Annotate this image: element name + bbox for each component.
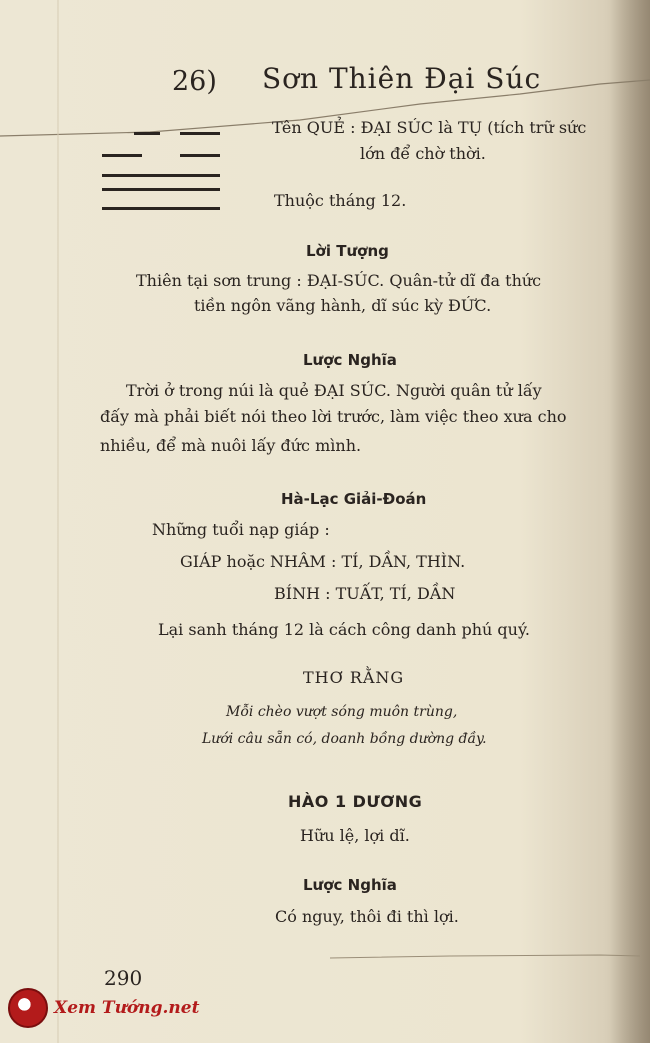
hao-1-luoc-nghia-heading: Lược Nghĩa (303, 876, 397, 894)
luoc-nghia-heading: Lược Nghĩa (303, 351, 397, 369)
yin-yang-icon (8, 988, 48, 1028)
hexagram-line-1b (180, 132, 220, 135)
hexagram-line-2a (102, 154, 142, 157)
hexagram-line-4 (102, 188, 220, 191)
loi-tuong-line-2: tiền ngôn vãng hành, dĩ súc kỳ ĐỨC. (194, 296, 492, 315)
ha-lac-line-3: BÍNH : TUẤT, TÍ, DẦN (274, 584, 456, 603)
tho-line-2: Lưới câu sẵn có, doanh bồng dường đầy. (202, 731, 487, 747)
hexagram-line-3 (102, 174, 220, 177)
hexagram-line-2b (180, 154, 220, 157)
hao-1-luoc-nghia-line-1: Có nguy, thôi đi thì lợi. (275, 907, 459, 926)
hexagram-line-5 (102, 207, 220, 210)
que-month: Thuộc tháng 12. (274, 191, 407, 210)
ha-lac-line-1: Những tuổi nạp giáp : (152, 520, 330, 539)
que-name-line-2: lớn để chờ thời. (360, 144, 486, 163)
site-watermark (8, 988, 199, 1028)
ha-lac-line-2: GIÁP hoặc NHÂM : TÍ, DẦN, THÌN. (180, 552, 466, 571)
luoc-nghia-line-2: đấy mà phải biết nói theo lời trước, làm việc theo xưa cho (100, 407, 567, 426)
ha-lac-line-4: Lại sanh tháng 12 là cách công danh phú quý. (158, 620, 530, 639)
hao-1-line-1: Hữu lệ, lợi dĩ. (300, 826, 410, 845)
hexagram-line-1a (134, 132, 160, 135)
ha-lac-heading: Hà-Lạc Giải-Đoán (281, 490, 427, 508)
loi-tuong-heading: Lời Tượng (306, 242, 389, 260)
hao-1-heading: HÀO 1 DƯƠNG (288, 792, 423, 811)
watermark-text: Xem Tướng.net (54, 998, 200, 1018)
loi-tuong-line-1: Thiên tại sơn trung : ĐẠI-SÚC. Quân-tử dĩ đa thức (136, 271, 542, 290)
luoc-nghia-line-3: nhiều, để mà nuôi lấy đức mình. (100, 436, 362, 455)
luoc-nghia-line-1: Trời ở trong núi là quẻ ĐẠI SÚC. Người quân tử lấy (126, 381, 542, 400)
chapter-title: Sơn Thiên Đại Súc (262, 62, 542, 95)
tho-heading: THƠ RẰNG (303, 668, 405, 687)
chapter-number: 26) (172, 66, 217, 97)
page-number: 290 (104, 966, 143, 990)
que-name-line-1: Tên QUẺ : ĐẠI SÚC là TỤ (tích trữ sức (272, 118, 587, 137)
tho-line-1: Mỗi chèo vượt sóng muôn trùng, (226, 704, 458, 720)
